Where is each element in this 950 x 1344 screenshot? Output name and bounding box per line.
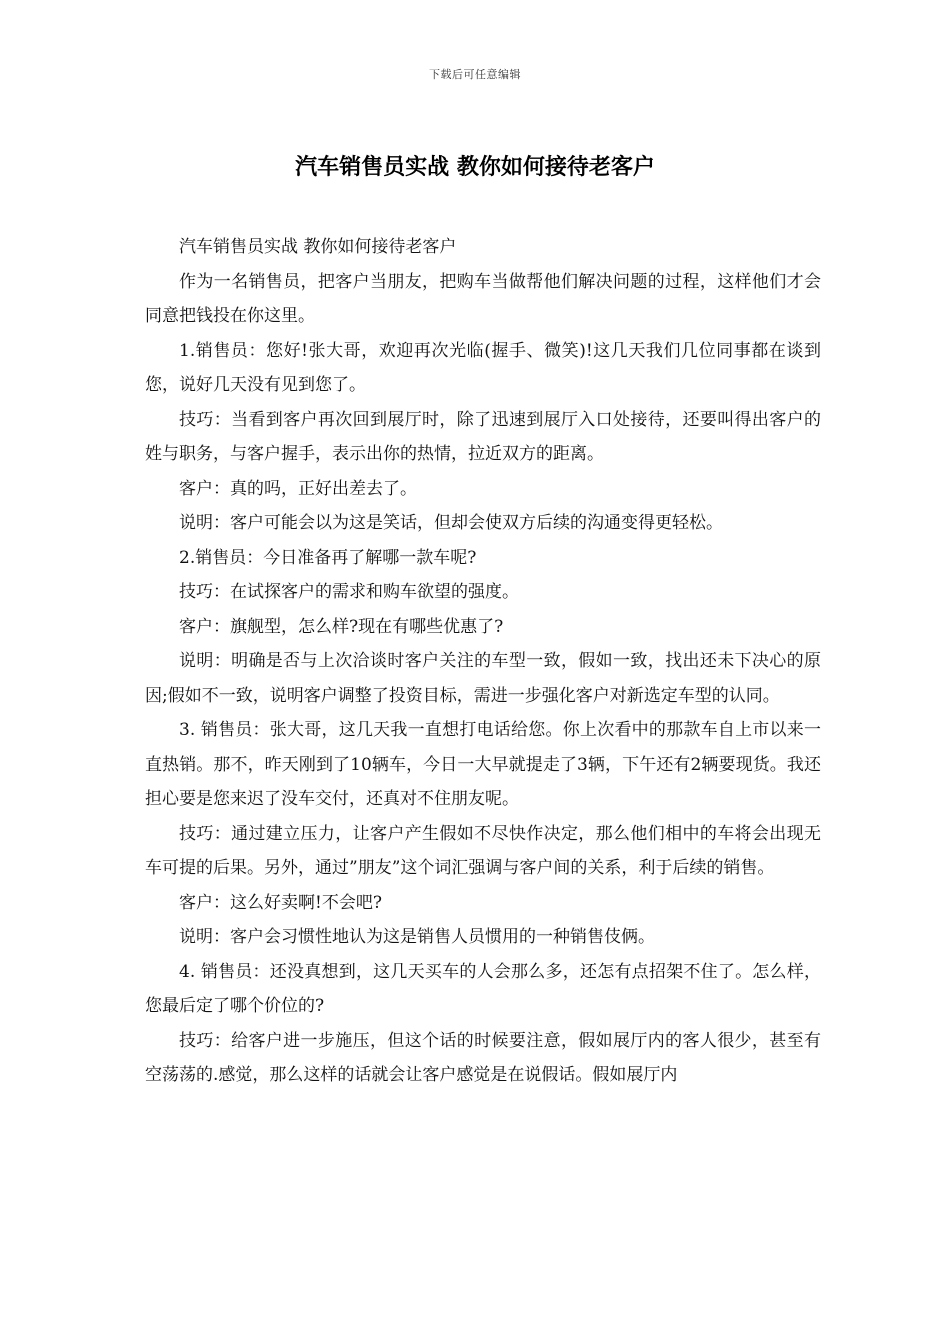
- document-body: [145, 230, 821, 1093]
- document-title: 汽车销售员实战 教你如何接待老客户: [295, 154, 655, 180]
- paragraph: 作为一名销售员，把客户当朋友，把购车当做帮他们解决问题的过程，这样他们才会同意把钱投在你这里。: [145, 271, 821, 326]
- paragraph: 技巧：当看到客户再次回到展厅时，除了迅速到展厅入口处接待，还要叫得出客户的姓与职务，与客户握手，表示出你的热情，拉近双方的距离。: [145, 409, 821, 464]
- paragraph: 技巧：通过建立压力，让客户产生假如不尽快作决定，那么他们相中的车将会出现无车可提的后果。另外，通过”朋友”这个词汇强调与客户间的关系，利于后续的销售。: [145, 823, 821, 878]
- paragraph: 4. 销售员：还没真想到，这几天买车的人会那么多，还怎有点招架不住了。怎么样，您最后定了哪个价位的?: [145, 961, 821, 1016]
- paragraph: 客户：旗舰型，怎么样?现在有哪些优惠了?: [179, 616, 504, 637]
- paragraph: 汽车销售员实战 教你如何接待老客户: [179, 237, 457, 257]
- paragraph: 3. 销售员：张大哥，这几天我一直想打电话给您。你上次看中的那款车自上市以来一直热销。那不，昨天刚到了10辆车，今日一大早就提走了3辆，下午还有2辆要现货。我还担心要是您来迟了没车交付，还真对不住朋友呢。: [145, 720, 821, 809]
- paragraph: 1.销售员：您好!张大哥，欢迎再次光临(握手、微笑)!这几天我们几位同事都在谈到您，说好几天没有见到您了。: [145, 340, 821, 395]
- paragraph: 2.销售员：今日准备再了解哪一款车呢?: [179, 547, 477, 568]
- paragraph: 技巧：给客户进一步施压，但这个话的时候要注意，假如展厅内的客人很少，甚至有空荡荡的.感觉，那么这样的话就会让客户感觉是在说假话。假如展厅内: [145, 1030, 821, 1085]
- paragraph: 技巧：在试探客户的需求和购车欲望的强度。: [179, 582, 519, 602]
- header-note: 下载后可任意编辑: [429, 68, 521, 81]
- paragraph: 客户：真的吗，正好出差去了。: [179, 478, 417, 499]
- paragraph: 说明：明确是否与上次洽谈时客户关注的车型一致，假如一致，找出还未下决心的原因;假如不一致，说明客户调整了投资目标，需进一步强化客户对新选定车型的认同。: [145, 651, 821, 706]
- paragraph: 说明：客户可能会以为这是笑话，但却会使双方后续的沟通变得更轻松。: [179, 513, 723, 533]
- paragraph: 客户：这么好卖啊!不会吧?: [179, 892, 382, 913]
- paragraph: 说明：客户会习惯性地认为这是销售人员惯用的一种销售伎俩。: [179, 927, 655, 947]
